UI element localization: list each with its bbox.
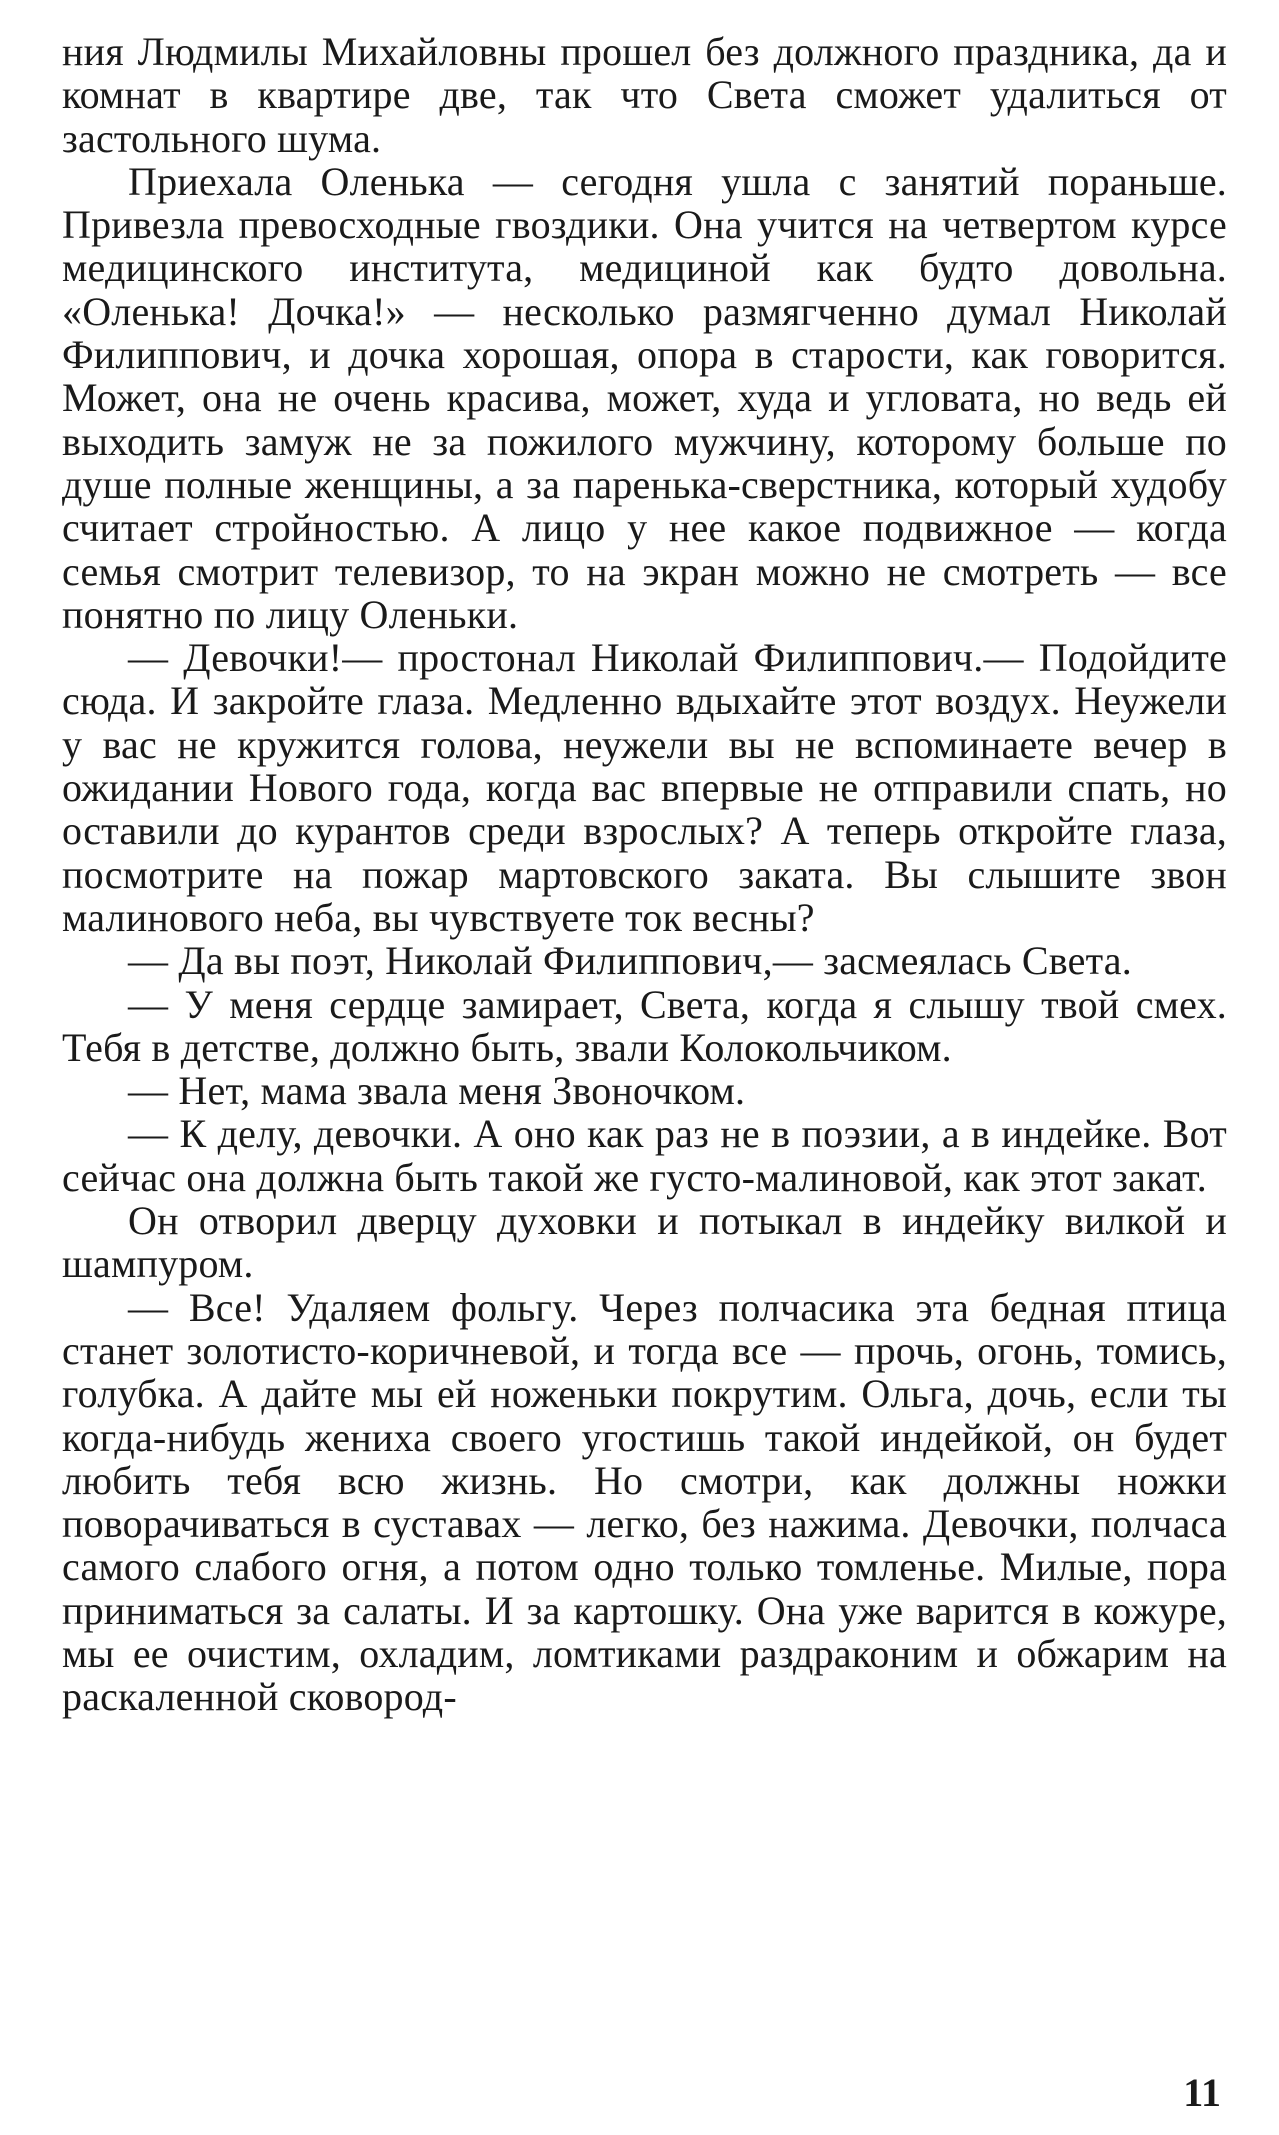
paragraph-8: Он отворил дверцу духовки и потыкал в индейку вилкой и шампуром.	[62, 1198, 1227, 1287]
paragraph-4: — Да вы поэт, Николай Филиппович,— засмеялась Света.	[128, 938, 1132, 984]
page-number: 11	[1183, 2070, 1221, 2115]
book-page	[62, 30, 1227, 2120]
paragraph-5: — У меня сердце замирает, Света, когда я слышу твой смех. Тебя в детстве, должно быть, звали Колокольчиком.	[62, 981, 1227, 1070]
paragraph-9: — Все! Удаляем фольгу. Через полчасика эта бедная птица станет золотисто-коричневой, и тогда все — прочь, огонь, томись, голубка. А дайте мы ей ноженьки покрутим. Ольга, дочь, если ты когда-нибудь жениха своего угостишь такой индейкой, он будет любить тебя всю жизнь. Но смотри, как должны ножки поворачиваться в суставах — легко, без нажима. Девочки, полчаса самого слабого огня, а потом одно только томленье. Милые, пора приниматься за салаты. И за картошку. Она уже варится в кожуре, мы ее очистим, охладим, ломтиками раздраконим и обжарим на раскаленной сковород-	[62, 1284, 1227, 1720]
paragraph-2: Приехала Оленька — сегодня ушла с занятий пораньше. Привезла превосходные гвоздики. Она учится на четвертом курсе медицинского института, медициной как будто довольна. «Оленька! Дочка!» — несколько размягченно думал Николай Филиппович, и дочка хорошая, опора в старости, как говорится. Может, она не очень красива, может, худа и угловата, но ведь ей выходить замуж не за пожилого мужчину, которому больше по душе полные женщины, а за паренька-сверстника, который худобу считает стройностью. А лицо у нее какое подвижное — когда семья смотрит телевизор, то на экран можно не смотреть — все понятно по лицу Оленьки.	[62, 158, 1227, 637]
paragraph-6: — Нет, мама звала меня Звоночком.	[128, 1068, 746, 1114]
paragraph-3: — Девочки!— простонал Николай Филиппович.— Подойдите сюда. И закройте глаза. Медленно вдыхайте этот воздух. Неужели у вас не кружится голова, неужели вы не вспоминаете вечер в ожидании Нового года, когда вас впервые не отправили спать, но оставили до курантов среди взрослых? А теперь откройте глаза, посмотрите на пожар мартовского заката. Вы слышите звон малинового неба, вы чувствуете ток весны?	[62, 635, 1227, 940]
body-text	[62, 30, 1227, 1719]
paragraph-1: ния Людмилы Михайловны прошел без должного праздника, да и комнат в квартире две, так что Света сможет удалиться от застольного шума.	[62, 29, 1227, 161]
paragraph-7: — К делу, девочки. А оно как раз не в поэзии, а в индейке. Вот сейчас она должна быть такой же густо-малиновой, как этот закат.	[62, 1111, 1227, 1200]
